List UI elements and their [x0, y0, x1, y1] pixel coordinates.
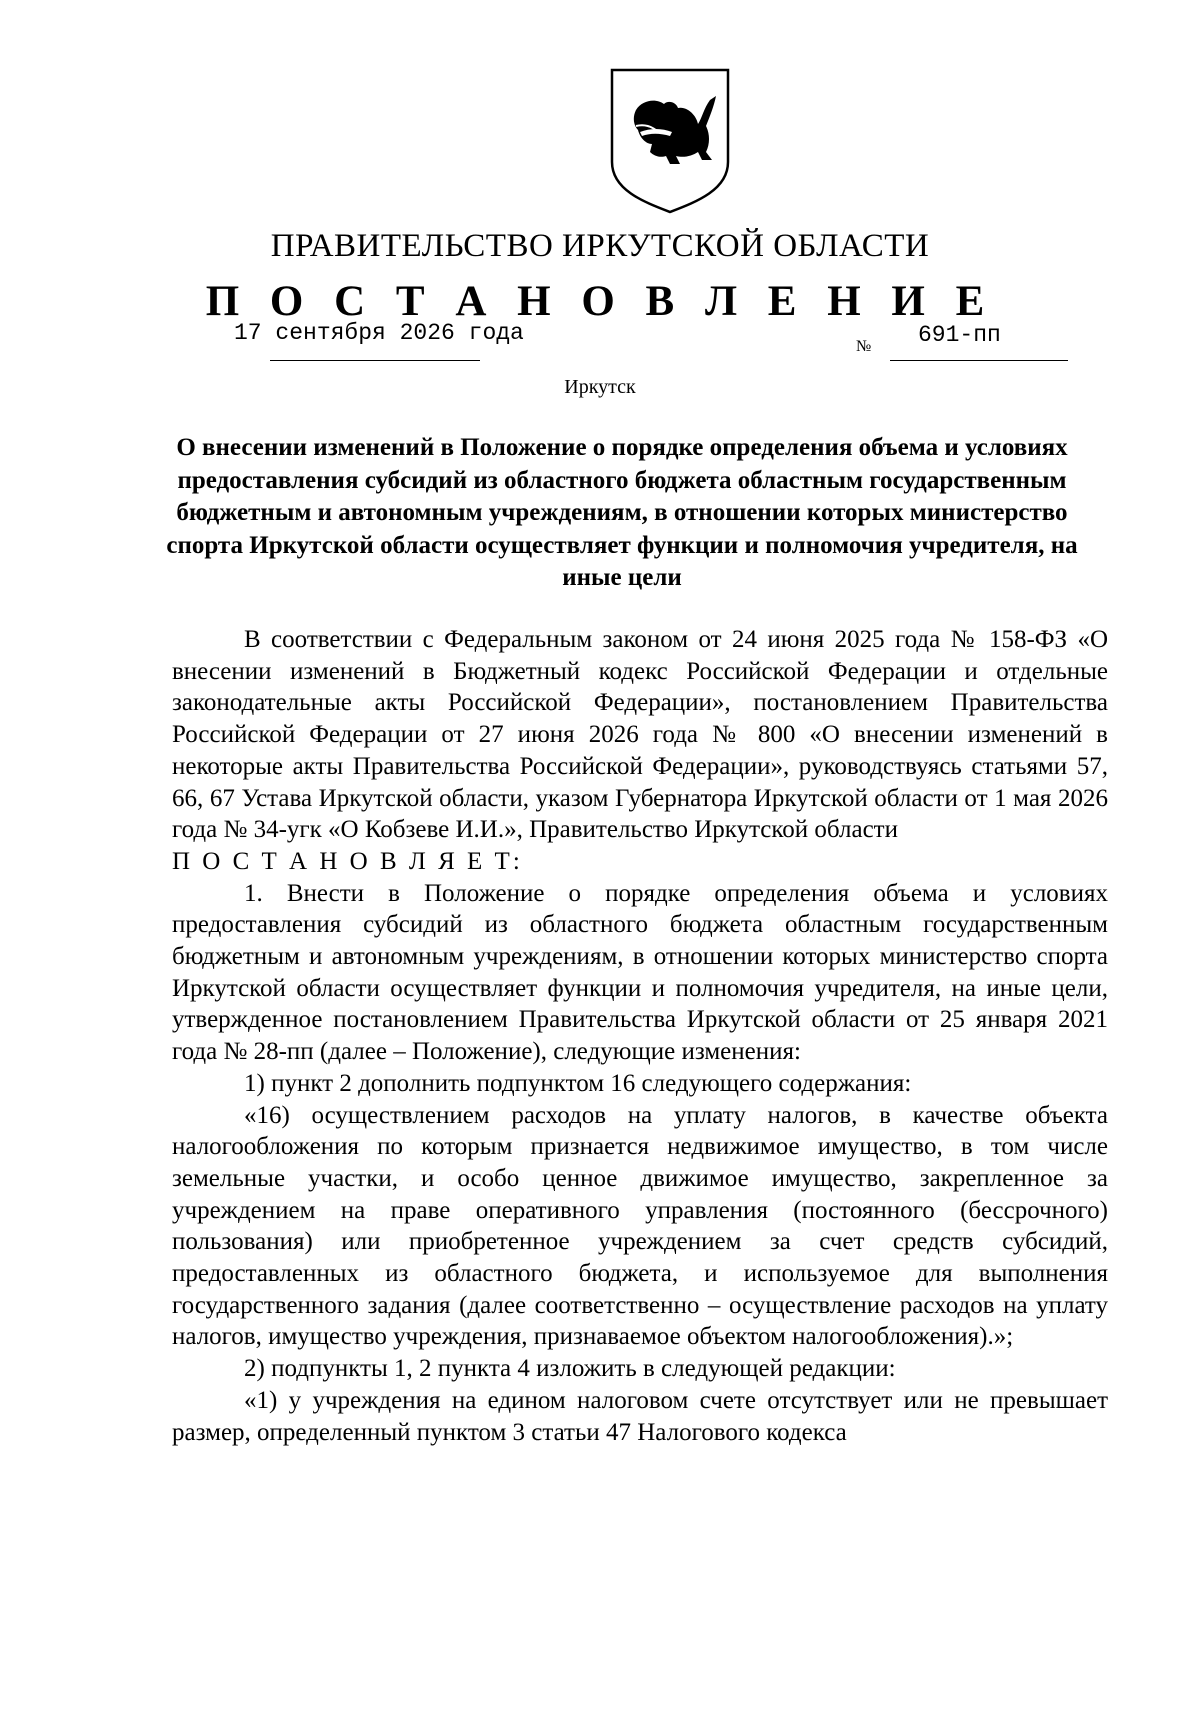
document-date: 17 сентября 2026 года: [234, 320, 524, 346]
number-underline: [890, 360, 1068, 361]
irkutsk-babr-icon: [606, 66, 734, 214]
resolves-heading: П О С Т А Н О В Л Я Е Т:: [172, 847, 523, 875]
subclause-2-paragraph: 2) подпункты 1, 2 пункта 4 изложить в следующей редакции:: [244, 1355, 896, 1383]
document-number: 691-пп: [918, 322, 1001, 348]
subclause-1-paragraph: 1) пункт 2 дополнить подпунктом 16 следующего содержания:: [244, 1069, 912, 1097]
document-type: П О С Т А Н О В Л Е Н И Е: [205, 278, 995, 325]
document-body: [172, 624, 1108, 1448]
date-underline: [270, 360, 480, 361]
subclause-16-text: «16) осуществлением расходов на уплату налогов, в качестве объекта налогообложения по которым признается недвижимое имущество, в том числе земельные участки, и особо ценное движимое имущество, закрепленное за учреждением на праве оперативного управления (постоянного (бессрочного) пользования) или приобретенное учреждением за счет средств субсидий, предоставленных из областного бюджета, и используемое для выполнения государственного задания (далее соответственно – осуществление расходов на уплату налогов, имущество учреждения, признаваемое объектом налогообложения).»;: [172, 1101, 1108, 1351]
document-city: Иркутск: [564, 376, 636, 398]
coat-of-arms-emblem: [606, 66, 734, 214]
preamble-paragraph: В соответствии с Федеральным законом от 24 июня 2025 года № 158-ФЗ «О внесении изменений в Бюджетный кодекс Российской Федерации и отдельные законодательные акты Российской Федерации», постановлением Правительства Российской Федерации от 27 июня 2026 года № 800 «О внесении изменений в некоторые акты Правительства Российской Федерации», руководствуясь статьями 57, 66, 67 Устава Иркутской области, указом Губернатора Иркутской области от 1 мая 2026 года № 34-угк «О Кобзеве И.И.», Правительство Иркутской области: [172, 626, 1108, 844]
subclause-1-new-text: «1) у учреждения на едином налоговом счете отсутствует или не превышает размер, определенный пунктом 3 статьи 47 Налогового кодекса: [172, 1386, 1108, 1446]
government-name: ПРАВИТЕЛЬСТВО ИРКУТСКОЙ ОБЛАСТИ: [270, 228, 930, 264]
number-label: №: [856, 338, 872, 355]
document-title: О внесении изменений в Положение о порядке определения объема и условиях предоставления субсидий из областного бюджета областным государственным бюджетным и автономным учреждениям, в отношении которых министерство спорта Иркутской области осуществляет функции и полномочия учредителя, на иные цели: [166, 434, 1078, 591]
clause-1-paragraph: 1. Внести в Положение о порядке определения объема и условиях предоставления субсидий из областного бюджета областным государственным бюджетным и автономным учреждениям, в отношении которых министерство спорта Иркутской области осуществляет функции и полномочия учредителя, на иные цели, утвержденное постановлением Правительства Иркутской области от 25 января 2021 года № 28-пп (далее – Положение), следующие изменения:: [172, 879, 1108, 1066]
